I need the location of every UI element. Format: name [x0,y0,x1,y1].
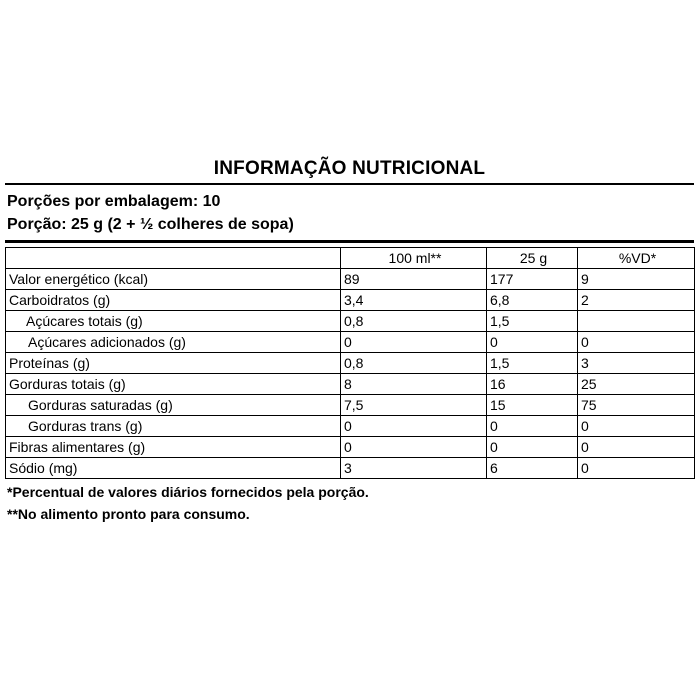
value-per-serving: 0 [487,332,578,353]
nutrient-name: Proteínas (g) [6,353,341,374]
daily-value-percent: 9 [578,269,695,290]
daily-value-percent: 75 [578,395,695,416]
value-per-serving: 15 [487,395,578,416]
value-per-100ml: 3 [341,458,487,479]
value-per-100ml: 89 [341,269,487,290]
nutrient-name: Sódio (mg) [6,458,341,479]
serving-size: Porção: 25 g (2 + ½ colheres de sopa) [7,216,294,233]
nutrient-name: Açúcares adicionados (g) [6,332,341,353]
nutrient-name: Gorduras saturadas (g) [6,395,341,416]
servings-per-package: Porções por embalagem: 10 [7,193,221,210]
value-per-100ml: 0,8 [341,311,487,332]
nutrition-table [5,247,695,479]
table-row [6,269,695,290]
daily-value-percent: 2 [578,290,695,311]
title-divider [5,183,694,185]
nutrient-name: Gorduras totais (g) [6,374,341,395]
value-per-serving: 6,8 [487,290,578,311]
nutrient-name: Açúcares totais (g) [6,311,341,332]
daily-value-percent: 0 [578,437,695,458]
daily-value-percent: 0 [578,332,695,353]
nutrient-name: Fibras alimentares (g) [6,437,341,458]
column-header-daily-value: %VD* [578,248,695,269]
value-per-serving: 6 [487,458,578,479]
value-per-100ml: 8 [341,374,487,395]
table-header-row [6,248,695,269]
value-per-100ml: 3,4 [341,290,487,311]
column-header-per-serving: 25 g [487,248,578,269]
value-per-100ml: 0 [341,437,487,458]
table-row [6,332,695,353]
nutrient-name: Valor energético (kcal) [6,269,341,290]
daily-value-percent: 0 [578,416,695,437]
value-per-serving: 16 [487,374,578,395]
daily-value-percent: 25 [578,374,695,395]
daily-value-percent: 0 [578,458,695,479]
value-per-serving: 0 [487,437,578,458]
daily-value-percent [578,311,695,332]
value-per-100ml: 0 [341,332,487,353]
value-per-100ml: 7,5 [341,395,487,416]
header-divider [5,240,694,243]
footnote-daily-value: *Percentual de valores diários fornecidos pela porção. [7,484,369,500]
value-per-serving: 177 [487,269,578,290]
table-row [6,458,695,479]
table-row [6,311,695,332]
table-row [6,437,695,458]
table-row [6,290,695,311]
nutrition-facts-label [5,155,694,545]
value-per-100ml: 0 [341,416,487,437]
nutrient-name: Gorduras trans (g) [6,416,341,437]
table-row [6,416,695,437]
table-row [6,374,695,395]
label-title: INFORMAÇÃO NUTRICIONAL [213,158,486,179]
column-header-nutrient [6,248,341,269]
value-per-serving: 0 [487,416,578,437]
table-row [6,353,695,374]
column-header-per-100ml: 100 ml** [341,248,487,269]
value-per-100ml: 0,8 [341,353,487,374]
value-per-serving: 1,5 [487,353,578,374]
daily-value-percent: 3 [578,353,695,374]
footnote-ready-to-consume: **No alimento pronto para consumo. [7,506,250,522]
value-per-serving: 1,5 [487,311,578,332]
nutrient-name: Carboidratos (g) [6,290,341,311]
table-row [6,395,695,416]
